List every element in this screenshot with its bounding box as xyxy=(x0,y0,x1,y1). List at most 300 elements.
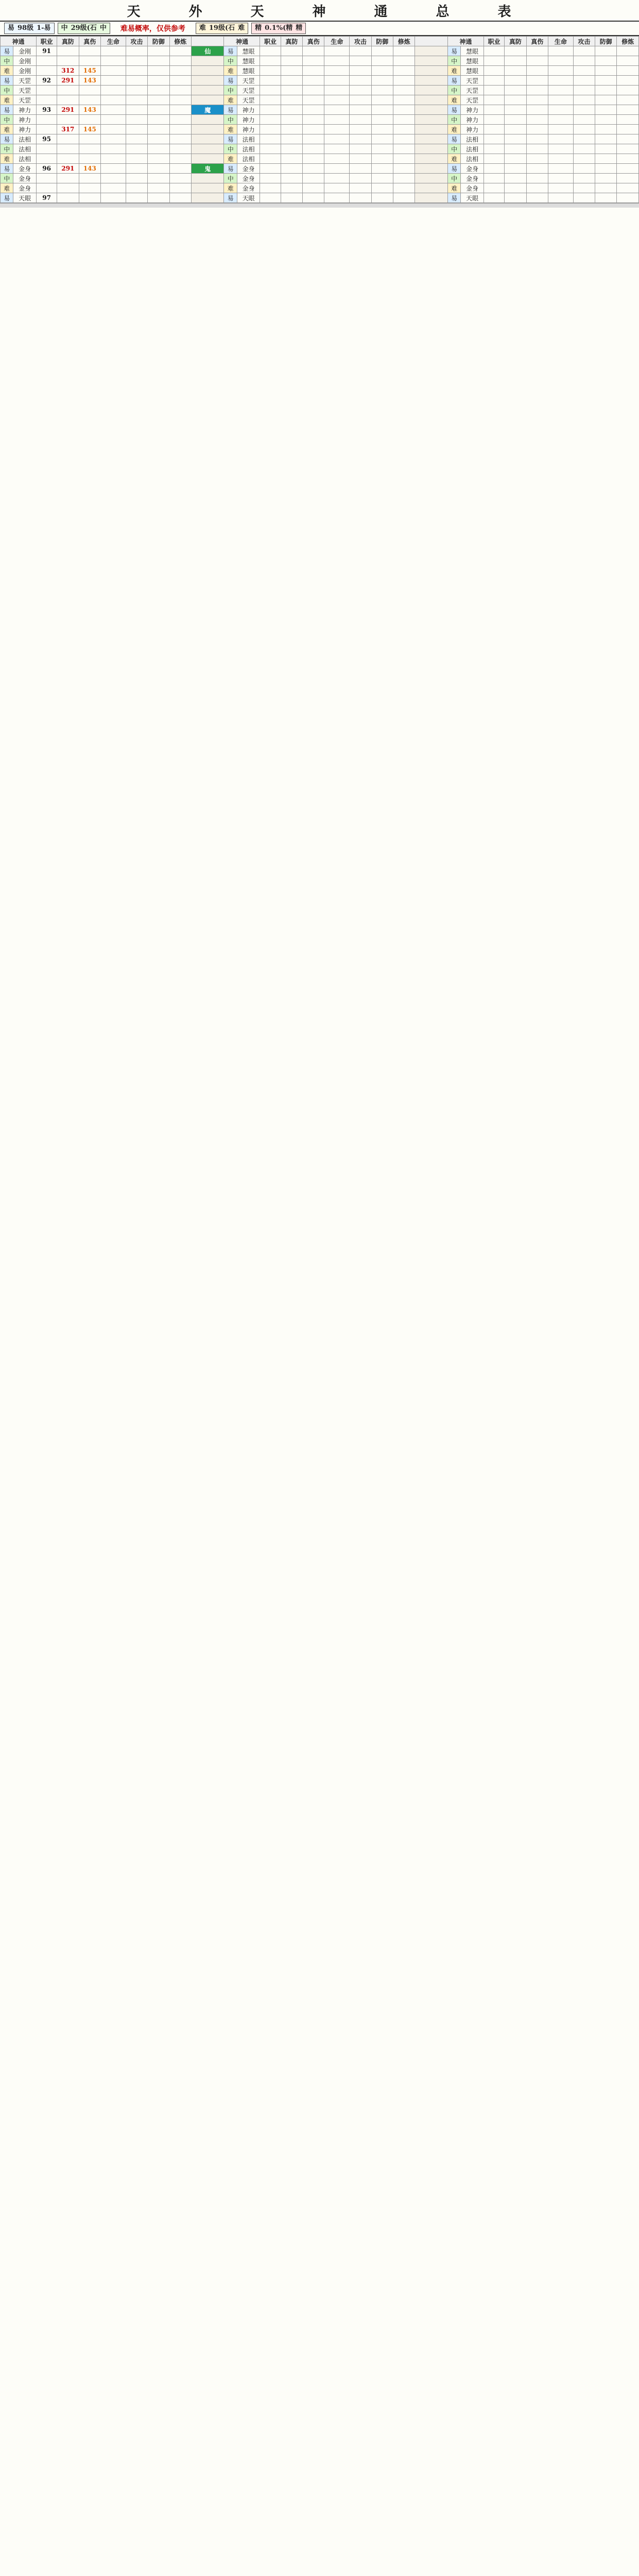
left-difficulty: 易 xyxy=(1,46,13,56)
left-difficulty: 难 xyxy=(1,125,13,134)
right-skill-name: 神力 xyxy=(461,105,484,115)
right-def xyxy=(595,193,617,203)
right-difficulty: 难 xyxy=(447,95,460,105)
left-atk xyxy=(126,174,147,183)
left-level xyxy=(36,125,57,134)
right-true-def xyxy=(505,56,526,66)
left-difficulty: 难 xyxy=(1,154,13,164)
right-skill-name: 天罡 xyxy=(461,76,484,86)
right-hp xyxy=(548,183,573,193)
left-hp xyxy=(100,115,126,125)
left-difficulty: 中 xyxy=(1,144,13,154)
right-level xyxy=(483,174,504,183)
right-cultivation xyxy=(617,76,639,86)
right-def xyxy=(595,66,617,76)
mid-atk xyxy=(350,86,371,95)
right-true-dmg xyxy=(526,86,548,95)
mid-difficulty: 难 xyxy=(224,125,237,134)
mid-skill-name: 法相 xyxy=(237,154,260,164)
left-true-dmg xyxy=(79,154,100,164)
mid-true-def xyxy=(281,193,302,203)
header-cell: 真防 xyxy=(57,37,79,46)
left-def xyxy=(148,66,169,76)
header-cell: 修炼 xyxy=(393,37,415,46)
mid-cultivation xyxy=(393,115,415,125)
right-atk xyxy=(573,193,595,203)
left-atk xyxy=(126,134,147,144)
mid-level xyxy=(260,66,281,76)
left-level: 96 xyxy=(36,164,57,174)
mid-true-dmg xyxy=(303,86,324,95)
right-cultivation xyxy=(617,144,639,154)
mid-atk xyxy=(350,154,371,164)
right-skill-name: 天罡 xyxy=(461,86,484,95)
spacer-cell xyxy=(415,164,448,174)
mid-atk xyxy=(350,164,371,174)
mid-difficulty: 易 xyxy=(224,76,237,86)
left-hp xyxy=(100,193,126,203)
left-level: 95 xyxy=(36,134,57,144)
right-def xyxy=(595,134,617,144)
legend-note: 难易概率，仅供参考 xyxy=(120,25,185,33)
mid-cultivation xyxy=(393,86,415,95)
mid-hp xyxy=(324,183,350,193)
mid-level xyxy=(260,193,281,203)
mid-atk xyxy=(350,95,371,105)
mid-def xyxy=(371,193,393,203)
table-row xyxy=(1,115,639,125)
left-true-def: 317 xyxy=(57,125,79,134)
mid-atk xyxy=(350,144,371,154)
left-difficulty: 中 xyxy=(1,174,13,183)
left-cultivation xyxy=(169,193,191,203)
table-row xyxy=(1,105,639,115)
table-row xyxy=(1,154,639,164)
realm-label: 鬼 xyxy=(191,164,224,174)
right-skill-name: 慧眼 xyxy=(461,66,484,76)
legend-easy: 易 98级 1-易 xyxy=(4,23,55,34)
mid-atk xyxy=(350,174,371,183)
right-atk xyxy=(573,164,595,174)
left-atk xyxy=(126,105,147,115)
right-atk xyxy=(573,56,595,66)
table-row xyxy=(1,174,639,183)
right-skill-name: 天眼 xyxy=(461,193,484,203)
mid-hp xyxy=(324,125,350,134)
right-level xyxy=(483,154,504,164)
left-true-def: 291 xyxy=(57,105,79,115)
left-true-dmg xyxy=(79,174,100,183)
right-atk xyxy=(573,76,595,86)
mid-true-dmg xyxy=(303,105,324,115)
left-hp xyxy=(100,154,126,164)
left-skill-name: 法相 xyxy=(13,144,37,154)
left-atk xyxy=(126,193,147,203)
right-hp xyxy=(548,46,573,56)
right-cultivation xyxy=(617,164,639,174)
left-hp xyxy=(100,174,126,183)
mid-cultivation xyxy=(393,105,415,115)
left-skill-name: 金身 xyxy=(13,183,37,193)
left-cultivation xyxy=(169,66,191,76)
left-difficulty: 中 xyxy=(1,115,13,125)
mid-difficulty: 易 xyxy=(224,164,237,174)
right-true-def xyxy=(505,86,526,95)
left-cultivation xyxy=(169,46,191,56)
right-true-def xyxy=(505,174,526,183)
right-true-def xyxy=(505,144,526,154)
skill-table xyxy=(0,36,639,203)
right-level xyxy=(483,76,504,86)
table-row xyxy=(1,125,639,134)
realm-label xyxy=(191,56,224,66)
mid-skill-name: 法相 xyxy=(237,134,260,144)
table-row xyxy=(1,46,639,56)
right-level xyxy=(483,66,504,76)
left-def xyxy=(148,134,169,144)
left-true-def xyxy=(57,183,79,193)
left-skill-name: 天罡 xyxy=(13,76,37,86)
mid-true-def xyxy=(281,46,302,56)
right-level xyxy=(483,115,504,125)
mid-cultivation xyxy=(393,193,415,203)
left-def xyxy=(148,76,169,86)
left-hp xyxy=(100,134,126,144)
right-skill-name: 神力 xyxy=(461,125,484,134)
right-level xyxy=(483,56,504,66)
left-def xyxy=(148,125,169,134)
right-cultivation xyxy=(617,154,639,164)
left-true-def xyxy=(57,174,79,183)
left-def xyxy=(148,105,169,115)
mid-level xyxy=(260,134,281,144)
left-atk xyxy=(126,66,147,76)
left-hp xyxy=(100,105,126,115)
right-def xyxy=(595,174,617,183)
left-def xyxy=(148,164,169,174)
mid-def xyxy=(371,76,393,86)
left-difficulty: 难 xyxy=(1,66,13,76)
right-difficulty: 易 xyxy=(447,193,460,203)
footer-divider xyxy=(0,203,639,208)
right-true-dmg xyxy=(526,144,548,154)
header-cell: 生命 xyxy=(548,37,573,46)
mid-true-dmg xyxy=(303,193,324,203)
left-difficulty: 易 xyxy=(1,105,13,115)
spacer-cell xyxy=(415,154,448,164)
right-true-dmg xyxy=(526,105,548,115)
left-level xyxy=(36,56,57,66)
mid-atk xyxy=(350,134,371,144)
left-skill-name: 天罡 xyxy=(13,95,37,105)
left-level xyxy=(36,183,57,193)
header-cell: 修炼 xyxy=(617,37,639,46)
right-true-def xyxy=(505,183,526,193)
spacer-cell xyxy=(415,144,448,154)
right-level xyxy=(483,164,504,174)
realm-label xyxy=(191,86,224,95)
header-cell: 防御 xyxy=(595,37,617,46)
spacer-cell xyxy=(415,183,448,193)
spacer-cell xyxy=(415,174,448,183)
right-true-dmg xyxy=(526,56,548,66)
header-cell: 修炼 xyxy=(169,37,191,46)
mid-def xyxy=(371,56,393,66)
left-def xyxy=(148,193,169,203)
mid-skill-name: 慧眼 xyxy=(237,56,260,66)
right-cultivation xyxy=(617,115,639,125)
realm-label: 仙 xyxy=(191,46,224,56)
right-hp xyxy=(548,95,573,105)
left-difficulty: 中 xyxy=(1,56,13,66)
right-difficulty: 中 xyxy=(447,86,460,95)
mid-cultivation xyxy=(393,46,415,56)
right-difficulty: 难 xyxy=(447,154,460,164)
mid-difficulty: 难 xyxy=(224,95,237,105)
mid-hp xyxy=(324,86,350,95)
spacer-cell xyxy=(415,125,448,134)
spacer-cell xyxy=(415,193,448,203)
page-title: 天 外 天 神 通 总 表 xyxy=(127,4,512,20)
left-true-def: 312 xyxy=(57,66,79,76)
right-true-def xyxy=(505,105,526,115)
mid-true-dmg xyxy=(303,164,324,174)
right-atk xyxy=(573,95,595,105)
mid-def xyxy=(371,105,393,115)
mid-level xyxy=(260,86,281,95)
header-cell: 真防 xyxy=(281,37,302,46)
right-skill-name: 金身 xyxy=(461,183,484,193)
right-cultivation xyxy=(617,174,639,183)
mid-skill-name: 慧眼 xyxy=(237,46,260,56)
left-skill-name: 法相 xyxy=(13,154,37,164)
table-body xyxy=(1,46,639,203)
mid-cultivation xyxy=(393,56,415,66)
mid-def xyxy=(371,134,393,144)
right-difficulty: 难 xyxy=(447,183,460,193)
left-level xyxy=(36,66,57,76)
right-true-dmg xyxy=(526,95,548,105)
mid-def xyxy=(371,183,393,193)
left-def xyxy=(148,86,169,95)
left-true-def xyxy=(57,144,79,154)
left-cultivation xyxy=(169,125,191,134)
mid-true-def xyxy=(281,56,302,66)
left-cultivation xyxy=(169,154,191,164)
mid-hp xyxy=(324,144,350,154)
mid-hp xyxy=(324,46,350,56)
table-row xyxy=(1,183,639,193)
right-hp xyxy=(548,134,573,144)
mid-def xyxy=(371,125,393,134)
mid-hp xyxy=(324,56,350,66)
left-level xyxy=(36,174,57,183)
left-true-def xyxy=(57,46,79,56)
mid-difficulty: 易 xyxy=(224,105,237,115)
mid-true-dmg xyxy=(303,76,324,86)
header-cell xyxy=(191,37,224,46)
right-def xyxy=(595,115,617,125)
right-atk xyxy=(573,183,595,193)
right-skill-name: 慧眼 xyxy=(461,46,484,56)
realm-label xyxy=(191,95,224,105)
left-true-dmg xyxy=(79,46,100,56)
left-atk xyxy=(126,144,147,154)
left-skill-name: 神力 xyxy=(13,125,37,134)
mid-true-def xyxy=(281,86,302,95)
right-def xyxy=(595,86,617,95)
header-cell: 防御 xyxy=(148,37,169,46)
mid-atk xyxy=(350,183,371,193)
right-def xyxy=(595,95,617,105)
mid-level xyxy=(260,154,281,164)
left-hp xyxy=(100,95,126,105)
left-true-def xyxy=(57,154,79,164)
left-skill-name: 神力 xyxy=(13,105,37,115)
right-difficulty: 中 xyxy=(447,144,460,154)
table-row xyxy=(1,193,639,203)
left-true-dmg xyxy=(79,193,100,203)
left-hp xyxy=(100,125,126,134)
left-level xyxy=(36,115,57,125)
legend-mid: 中 29级(石 中 xyxy=(58,23,110,34)
right-atk xyxy=(573,86,595,95)
right-cultivation xyxy=(617,105,639,115)
left-hp xyxy=(100,76,126,86)
left-true-def xyxy=(57,56,79,66)
right-difficulty: 中 xyxy=(447,115,460,125)
mid-cultivation xyxy=(393,66,415,76)
mid-true-def xyxy=(281,134,302,144)
right-cultivation xyxy=(617,46,639,56)
left-atk xyxy=(126,95,147,105)
mid-skill-name: 神力 xyxy=(237,105,260,115)
mid-atk xyxy=(350,76,371,86)
right-difficulty: 易 xyxy=(447,46,460,56)
header-cell: 攻击 xyxy=(350,37,371,46)
spacer-cell xyxy=(415,105,448,115)
right-true-dmg xyxy=(526,164,548,174)
right-cultivation xyxy=(617,56,639,66)
right-true-def xyxy=(505,95,526,105)
left-cultivation xyxy=(169,95,191,105)
right-difficulty: 难 xyxy=(447,125,460,134)
left-skill-name: 天罡 xyxy=(13,86,37,95)
left-true-dmg: 143 xyxy=(79,164,100,174)
header-cell: 神通 xyxy=(224,37,260,46)
mid-skill-name: 金身 xyxy=(237,183,260,193)
mid-cultivation xyxy=(393,174,415,183)
mid-skill-name: 神力 xyxy=(237,115,260,125)
table-row xyxy=(1,56,639,66)
mid-true-dmg xyxy=(303,144,324,154)
realm-label xyxy=(191,183,224,193)
mid-hp xyxy=(324,76,350,86)
mid-def xyxy=(371,144,393,154)
right-true-def xyxy=(505,125,526,134)
right-hp xyxy=(548,125,573,134)
mid-true-dmg xyxy=(303,46,324,56)
realm-label xyxy=(191,66,224,76)
header-cell: 神通 xyxy=(447,37,483,46)
mid-difficulty: 难 xyxy=(224,66,237,76)
left-atk xyxy=(126,183,147,193)
mid-true-dmg xyxy=(303,174,324,183)
mid-skill-name: 神力 xyxy=(237,125,260,134)
right-def xyxy=(595,164,617,174)
right-true-dmg xyxy=(526,183,548,193)
left-difficulty: 易 xyxy=(1,164,13,174)
right-skill-name: 法相 xyxy=(461,134,484,144)
left-true-dmg xyxy=(79,115,100,125)
right-difficulty: 易 xyxy=(447,105,460,115)
left-true-dmg: 145 xyxy=(79,125,100,134)
mid-true-def xyxy=(281,115,302,125)
table-row xyxy=(1,76,639,86)
right-skill-name: 法相 xyxy=(461,144,484,154)
mid-hp xyxy=(324,66,350,76)
mid-level xyxy=(260,105,281,115)
mid-atk xyxy=(350,105,371,115)
right-true-def xyxy=(505,76,526,86)
right-difficulty: 易 xyxy=(447,164,460,174)
left-true-dmg: 143 xyxy=(79,105,100,115)
right-hp xyxy=(548,154,573,164)
left-atk xyxy=(126,46,147,56)
mid-atk xyxy=(350,46,371,56)
mid-cultivation xyxy=(393,154,415,164)
left-hp xyxy=(100,66,126,76)
left-cultivation xyxy=(169,86,191,95)
header-cell: 攻击 xyxy=(573,37,595,46)
right-atk xyxy=(573,66,595,76)
realm-label: 魔 xyxy=(191,105,224,115)
spacer-cell xyxy=(415,115,448,125)
mid-level xyxy=(260,183,281,193)
mid-true-def xyxy=(281,105,302,115)
mid-true-def xyxy=(281,183,302,193)
mid-hp xyxy=(324,95,350,105)
right-hp xyxy=(548,174,573,183)
mid-hp xyxy=(324,105,350,115)
mid-skill-name: 天罡 xyxy=(237,76,260,86)
left-cultivation xyxy=(169,56,191,66)
right-def xyxy=(595,46,617,56)
right-cultivation xyxy=(617,86,639,95)
left-hp xyxy=(100,144,126,154)
table-row xyxy=(1,86,639,95)
right-true-dmg xyxy=(526,125,548,134)
left-difficulty: 易 xyxy=(1,76,13,86)
left-def xyxy=(148,56,169,66)
right-hp xyxy=(548,193,573,203)
right-cultivation xyxy=(617,183,639,193)
left-skill-name: 金刚 xyxy=(13,56,37,66)
mid-hp xyxy=(324,154,350,164)
mid-difficulty: 易 xyxy=(224,193,237,203)
table-row xyxy=(1,95,639,105)
right-hp xyxy=(548,115,573,125)
left-def xyxy=(148,183,169,193)
right-true-dmg xyxy=(526,46,548,56)
mid-true-dmg xyxy=(303,115,324,125)
right-level xyxy=(483,95,504,105)
right-level xyxy=(483,125,504,134)
table-row xyxy=(1,144,639,154)
right-atk xyxy=(573,125,595,134)
realm-label xyxy=(191,193,224,203)
left-true-def xyxy=(57,193,79,203)
